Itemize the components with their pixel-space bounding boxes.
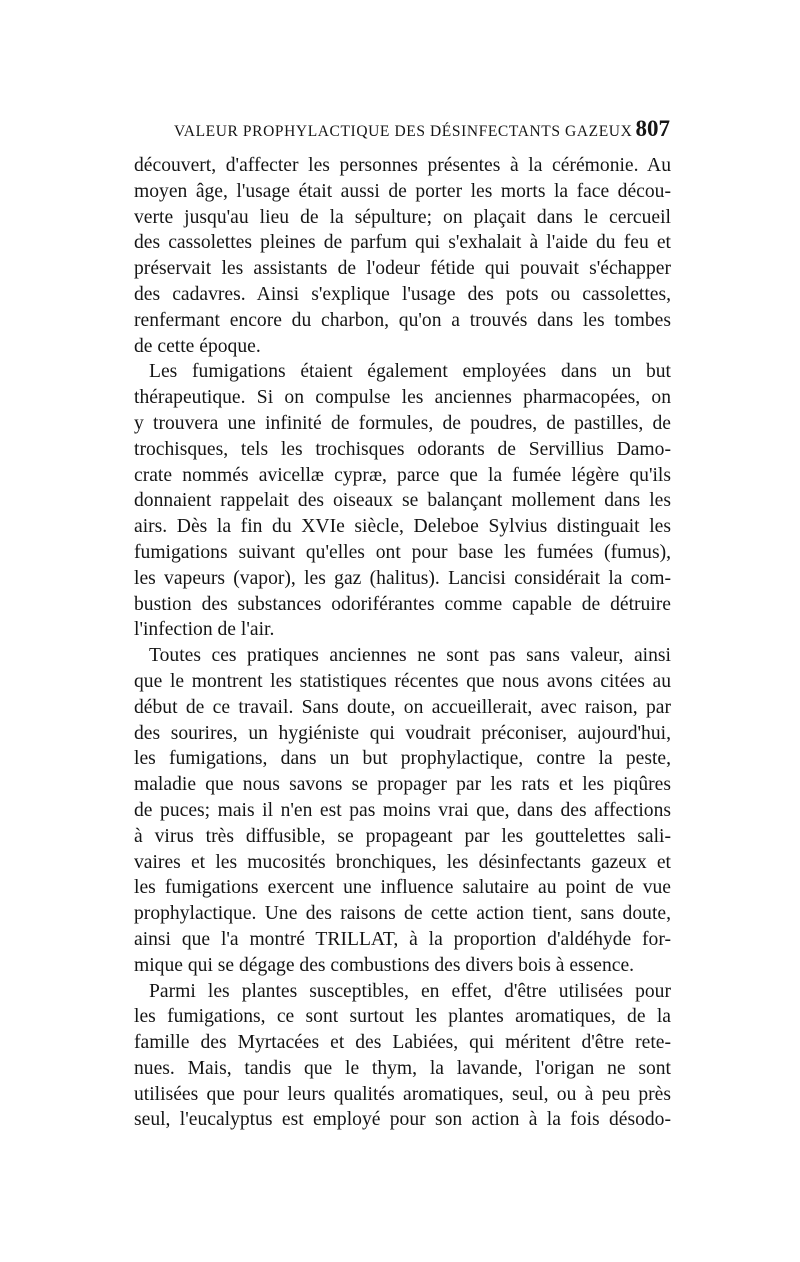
text-line: thérapeutique. Si on compulse les anciennes pharmacopées, on (134, 387, 671, 409)
text-line: nues. Mais, tandis que le thym, la lavande, l'origan ne sont (134, 1057, 671, 1079)
text-line: trochisques, tels les trochisques odorants de Servillius Damo- (134, 438, 671, 460)
body-text (134, 153, 671, 1133)
text-line: les fumigations exercent une influence salutaire au point de vue (134, 877, 671, 899)
text-line: bustion des substances odoriférantes comme capable de détruire (134, 593, 671, 615)
text-line: maladie que nous savons se propager par les rats et les piqûres (134, 774, 671, 796)
text-line: famille des Myrtacées et des Labiées, qui méritent d'être rete- (134, 1032, 671, 1054)
text-line: de cette époque. (134, 335, 261, 357)
text-line: de puces; mais il n'en est pas moins vrai que, dans des affections (134, 799, 671, 821)
text-line: crate nommés avicellæ cypræ, parce que la fumée légère qu'ils (134, 464, 671, 486)
page-number: 807 (635, 116, 670, 141)
text-line: vaires et les mucosités bronchiques, les désinfectants gazeux et (134, 851, 671, 873)
text-line: moyen âge, l'usage était aussi de porter les morts la face décou- (134, 180, 671, 202)
text-line: début de ce travail. Sans doute, on accueillerait, avec raison, par (134, 696, 671, 718)
text-line: à virus très diffusible, se propageant par les gouttelettes sali- (134, 825, 671, 847)
text-line: les fumigations, dans un but prophylactique, contre la peste, (134, 748, 671, 770)
text-line: verte jusqu'au lieu de la sépulture; on plaçait dans le cercueil (134, 206, 671, 228)
text-line: renfermant encore du charbon, qu'on a trouvés dans les tombes (134, 309, 671, 331)
text-line: y trouvera une infinité de formules, de poudres, de pastilles, de (134, 412, 671, 434)
text-line: prophylactique. Une des raisons de cette action tient, sans doute, (134, 903, 671, 925)
text-line: l'infection de l'air. (134, 619, 275, 641)
text-line: Parmi les plantes susceptibles, en effet, d'être utilisées pour (149, 980, 671, 1002)
text-line: les vapeurs (vapor), les gaz (halitus). Lancisi considérait la com- (134, 567, 671, 589)
text-line: des cassolettes pleines de parfum qui s'exhalait à l'aide du feu et (134, 232, 671, 254)
text-line: Toutes ces pratiques anciennes ne sont pas sans valeur, ainsi (149, 645, 671, 667)
text-line: utilisées que pour leurs qualités aromatiques, seul, ou à peu près (134, 1083, 671, 1105)
text-line: des cadavres. Ainsi s'explique l'usage des pots ou cassolettes, (134, 283, 671, 305)
text-line: ainsi que l'a montré TRILLAT, à la proportion d'aldéhyde for- (134, 928, 671, 950)
text-line: découvert, d'affecter les personnes présentes à la cérémonie. Au (134, 155, 671, 176)
page-header (174, 116, 670, 142)
text-line: mique qui se dégage des combustions des divers bois à essence. (134, 954, 635, 976)
text-line: seul, l'eucalyptus est employé pour son action à la fois désodo- (134, 1109, 671, 1131)
text-line: fumigations suivant qu'elles ont pour base les fumées (fumus), (134, 541, 671, 563)
text-line: que le montrent les statistiques récentes que nous avons citées au (134, 670, 671, 692)
text-line: les fumigations, ce sont surtout les plantes aromatiques, de la (134, 1006, 671, 1028)
text-line: préservait les assistants de l'odeur fétide qui pouvait s'échapper (134, 258, 671, 280)
text-line: des sourires, un hygiéniste qui voudrait préconiser, aujourd'hui, (134, 722, 671, 744)
text-line: Les fumigations étaient également employées dans un but (149, 361, 671, 383)
text-line: airs. Dès la fin du XVIe siècle, Deleboe Sylvius distinguait les (134, 516, 671, 538)
running-title: VALEUR PROPHYLACTIQUE DES DÉSINFECTANTS GAZEUX (174, 123, 633, 140)
text-line: donnaient rappelait des oiseaux se balançant mollement dans les (134, 490, 671, 512)
